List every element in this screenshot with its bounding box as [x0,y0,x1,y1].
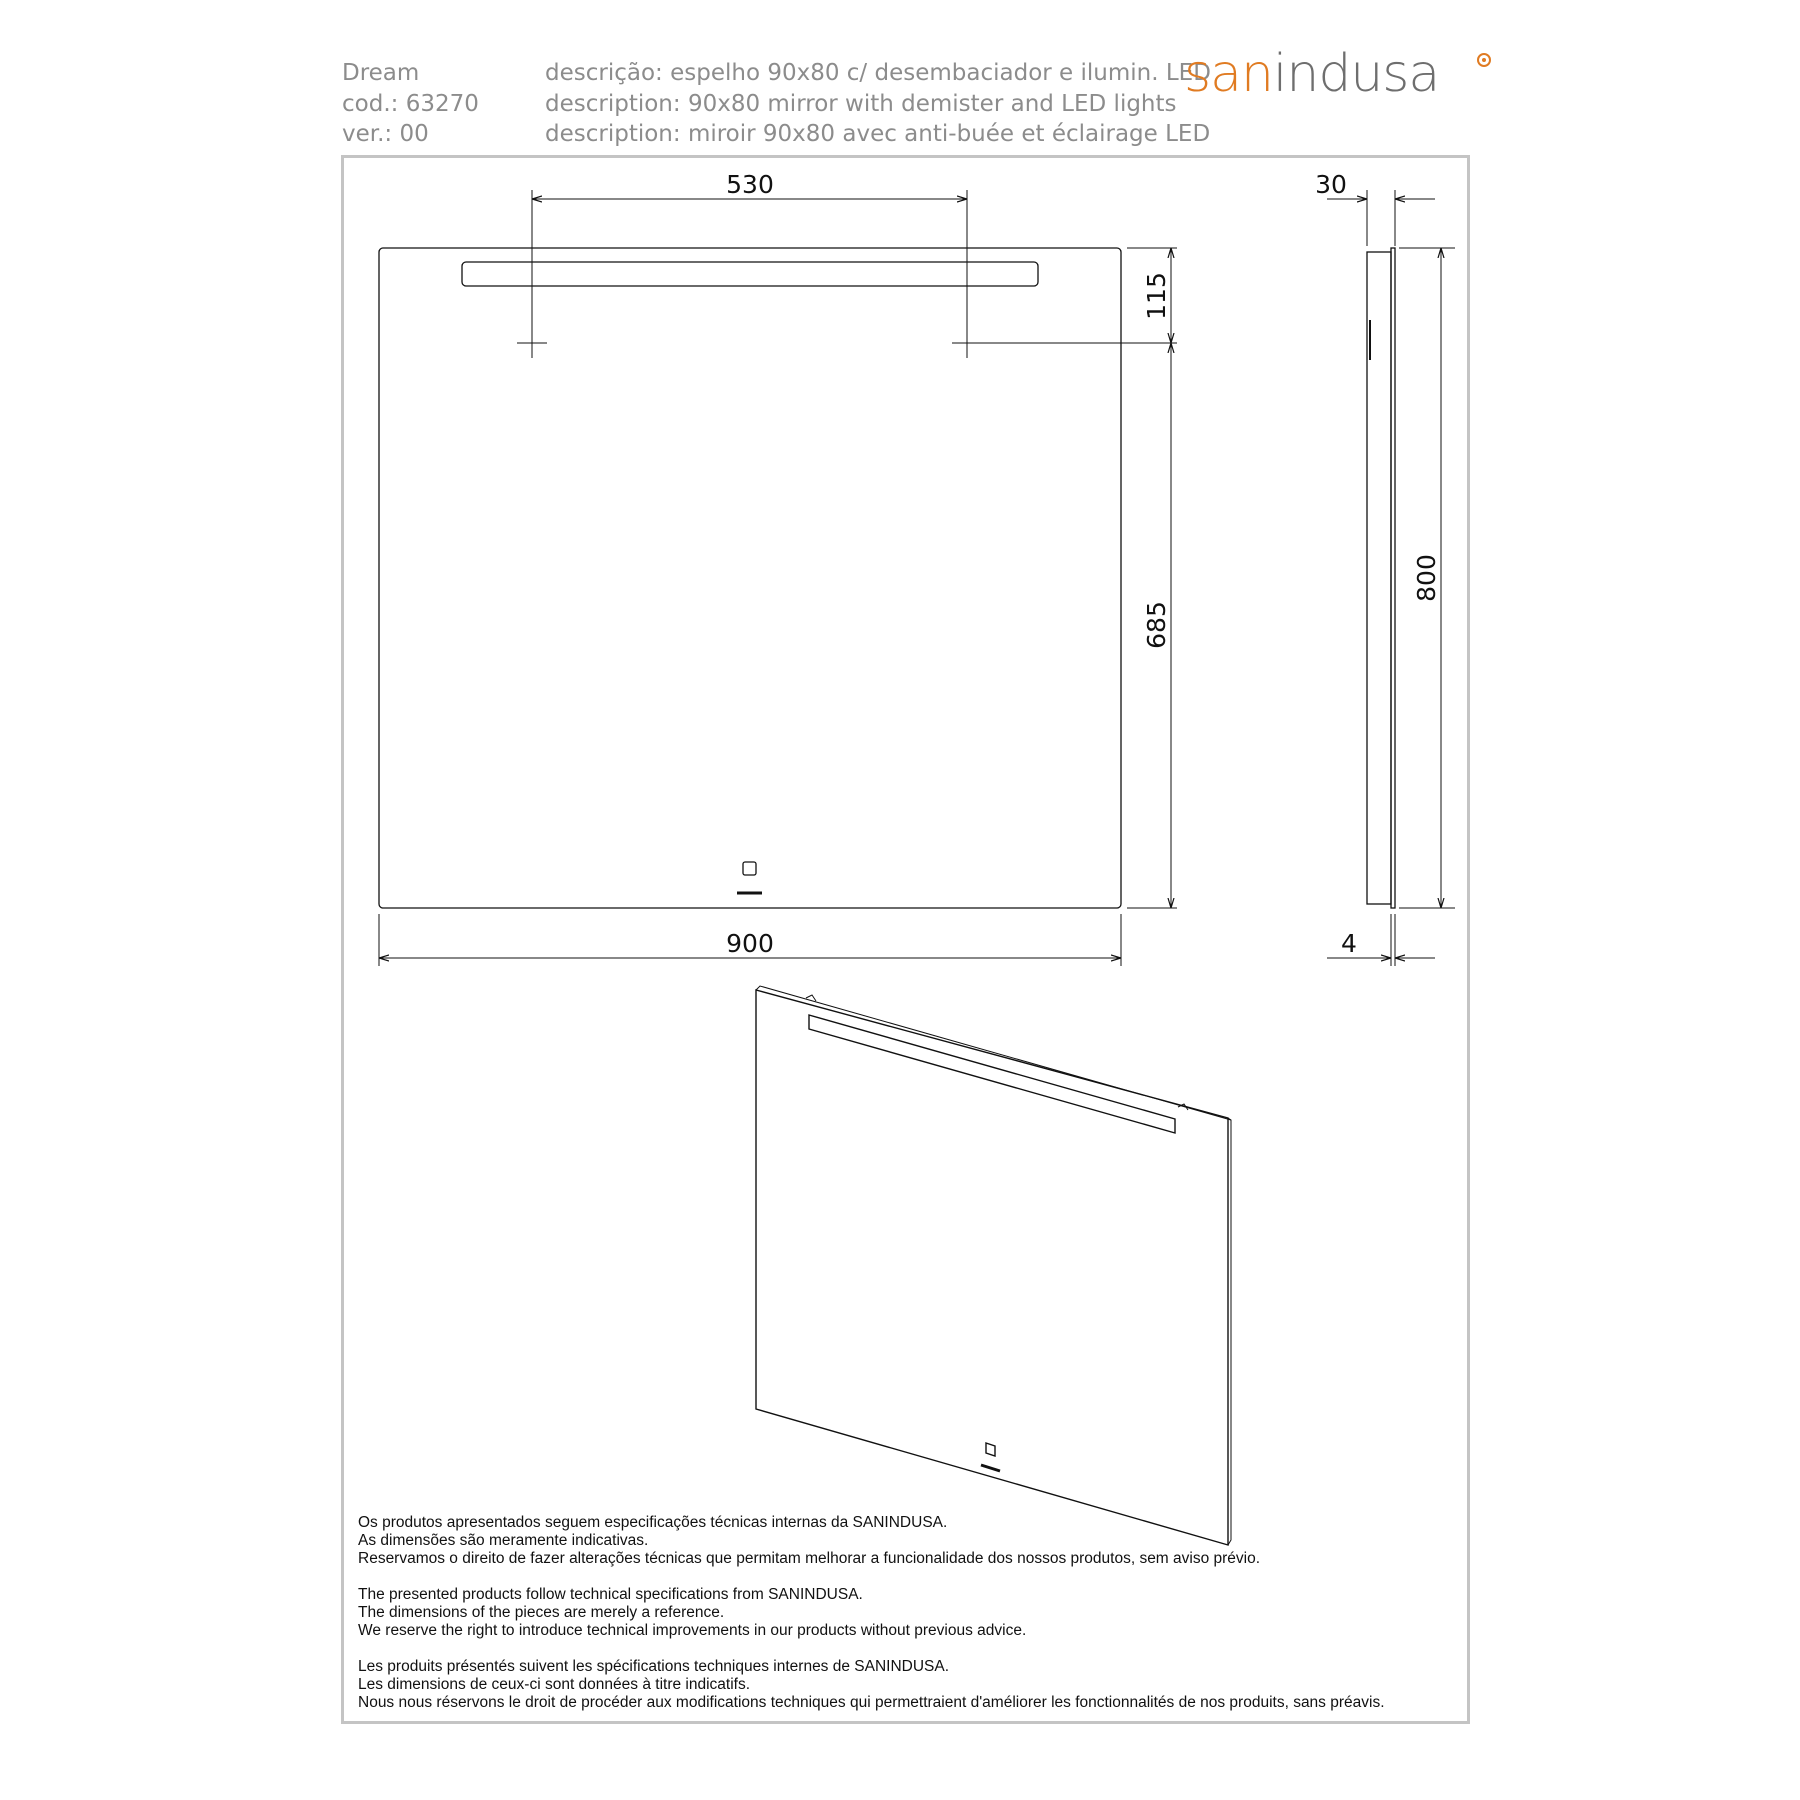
perspective-mirror-outline [756,990,1228,1545]
led-strip [462,262,1038,286]
note-line: The dimensions of the pieces are merely a reference. [358,1604,725,1621]
model-name: Dream [342,60,420,86]
description-fr: description: miroir 90x80 avec anti-buée et éclairage LED [545,121,1211,147]
notes-pt [358,1514,1385,1568]
note-line: Les produits présentés suivent les spécifications techniques internes de SANINDUSA. [358,1658,950,1675]
perspective-switch-icon [986,1443,995,1456]
version-label: ver.: 00 [342,121,429,147]
note-line: Nous nous réservons le droit de procéder aux modifications techniques qui permettraient d'améliorer les fonctionnalités de nos produits, sans préavis. [358,1694,1385,1711]
perspective-view [756,986,1231,1545]
touch-switch-icon [743,862,756,875]
logo-text-indusa: indusa [1272,44,1440,104]
product-code: cod.: 63270 [342,90,479,117]
dim-label-4: 4 [1341,929,1357,958]
note-line: Reservamos o direito de fazer alterações técnicas que permitam melhorar a funcionalidade dos nossos produtos, sem aviso prévio. [358,1550,1261,1567]
note-line: Les dimensions de ceux-ci sont données à titre indicatifs. [358,1676,751,1693]
note-line: Os produtos apresentados seguem especificações técnicas internas da SANINDUSA. [358,1514,948,1531]
note-line: As dimensões são meramente indicativas. [358,1532,649,1549]
dim-label-115: 115 [1142,272,1171,320]
mirror-outline [379,248,1121,908]
perspective-led-strip [809,1015,1175,1133]
front-view [379,190,1177,966]
note-line: The presented products follow technical specifications from SANINDUSA. [358,1586,863,1603]
dim-label-900: 900 [726,929,774,958]
side-profile-glass [1391,248,1395,908]
dim-label-30: 30 [1315,170,1347,199]
disclaimer-notes [358,1514,1385,1730]
perspective-brand-mark [981,1465,1000,1471]
notes-en [358,1586,1385,1640]
note-line: We reserve the right to introduce technical improvements in our products without previous advice. [358,1622,1027,1639]
dim-label-800: 800 [1412,554,1441,602]
description-en: description: 90x80 mirror with demister and LED lights [545,90,1177,117]
dim-label-530: 530 [726,170,774,199]
notes-fr [358,1658,1385,1712]
dim-label-685: 685 [1142,601,1171,649]
description-pt: descrição: espelho 90x80 c/ desembaciador e ilumin. LED [545,60,1211,86]
logo-text-san: san [1184,44,1273,104]
